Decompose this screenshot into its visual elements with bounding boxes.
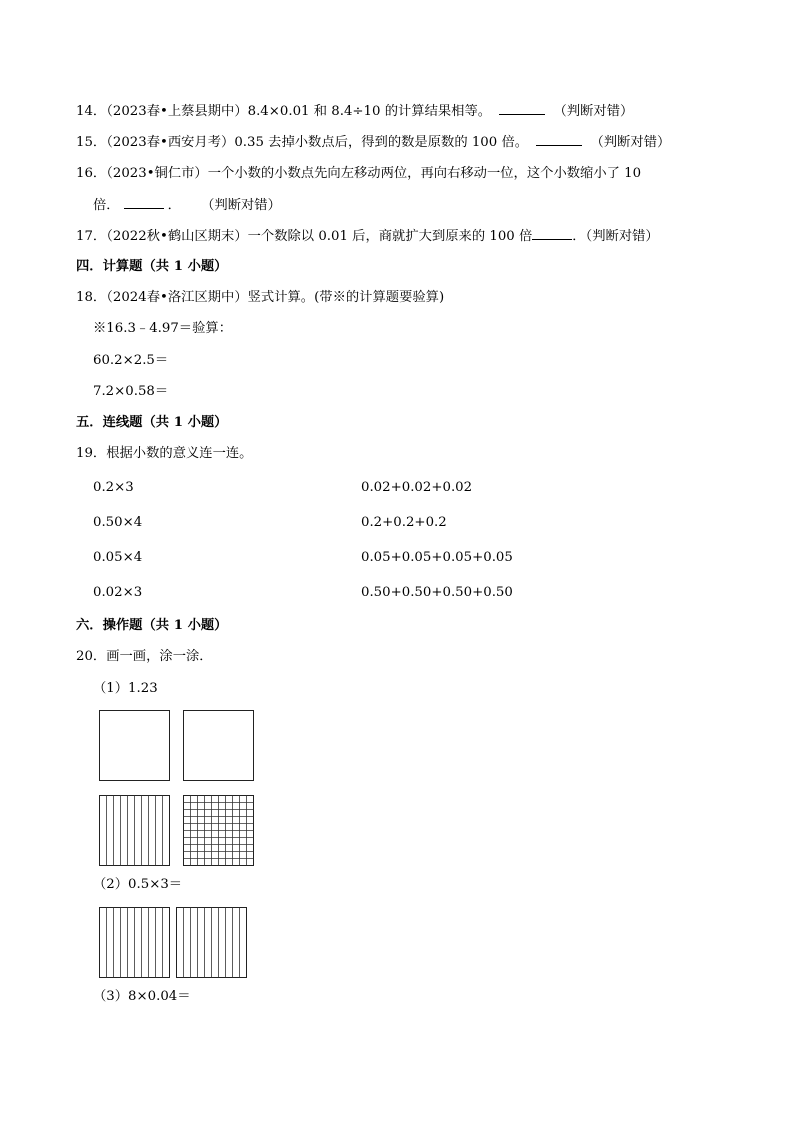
- match-right-1[interactable]: 0.02+0.02+0.02: [361, 480, 473, 495]
- question-15-suffix: （判断对错）: [590, 135, 671, 150]
- section-4-heading: 四．计算题（共 1 小题）: [76, 259, 228, 274]
- question-19: 19．根据小数的意义连一连。: [76, 446, 253, 461]
- match-left-4[interactable]: 0.02×3: [93, 585, 143, 600]
- question-15: [76, 133, 670, 152]
- match-right-2[interactable]: 0.2+0.2+0.2: [361, 515, 447, 530]
- question-14-text: 14．（2023春•上蔡县期中）8.4×0.01 和 8.4÷10 的计算结果相等。: [76, 104, 492, 119]
- calc-item-3: 7.2×0.58＝: [93, 384, 169, 399]
- part-3-label: （3）8×0.04＝: [93, 989, 191, 1004]
- question-14: [76, 102, 633, 121]
- question-17: [76, 227, 659, 246]
- question-14-suffix: （判断对错）: [553, 104, 634, 119]
- part-1-label: （1）1.23: [93, 681, 158, 696]
- section-6-heading: 六．操作题（共 1 小题）: [76, 618, 228, 633]
- question-17-text: 17．（2022秋•鹤山区期末）一个数除以 0.01 后，商就扩大到原来的 100 倍: [76, 229, 533, 244]
- question-16-line-2: [93, 196, 281, 215]
- match-right-4[interactable]: 0.50+0.50+0.50+0.50: [361, 585, 513, 600]
- tenths-grid-2[interactable]: [99, 907, 171, 979]
- question-20: 20．画一画，涂一涂．: [76, 649, 213, 664]
- answer-blank-14[interactable]: [499, 102, 545, 115]
- calc-item-2: 60.2×2.5＝: [93, 353, 169, 368]
- part-2-label: （2）0.5×3＝: [93, 877, 183, 892]
- match-right-3[interactable]: 0.05+0.05+0.05+0.05: [361, 550, 513, 565]
- answer-blank-15[interactable]: [536, 133, 582, 146]
- question-16-mid: ．: [167, 198, 181, 213]
- question-16-suffix: （判断对错）: [201, 198, 281, 213]
- match-left-3[interactable]: 0.05×4: [93, 550, 143, 565]
- whole-square-2[interactable]: [183, 710, 255, 782]
- question-16-prefix: 倍．: [93, 198, 120, 213]
- tenths-grid-3[interactable]: [176, 907, 248, 979]
- question-16-text: 16．（2023•铜仁市）一个小数的小数点先向左移动两位，再向右移动一位，这个小数缩小了 10: [76, 166, 642, 181]
- whole-square-1[interactable]: [99, 710, 171, 782]
- question-18: 18．（2024春•洛江区期中）竖式计算。(带※的计算题要验算): [76, 290, 445, 305]
- question-15-text: 15．（2023春•西安月考）0.35 去掉小数点后，得到的数是原数的 100 倍。: [76, 135, 529, 150]
- answer-blank-17[interactable]: [532, 227, 572, 240]
- tenths-grid-1[interactable]: [99, 795, 171, 867]
- section-5-heading: 五．连线题（共 1 小题）: [76, 415, 228, 430]
- match-left-2[interactable]: 0.50×4: [93, 515, 143, 530]
- question-17-suffix: ．（判断对错）: [572, 229, 659, 244]
- match-left-1[interactable]: 0.2×3: [93, 480, 134, 495]
- answer-blank-16[interactable]: [124, 196, 164, 209]
- hundredths-grid[interactable]: [183, 795, 255, 867]
- question-16-line-1: [76, 165, 641, 183]
- calc-item-1: ※16.3﹣4.97＝验算：: [93, 321, 232, 336]
